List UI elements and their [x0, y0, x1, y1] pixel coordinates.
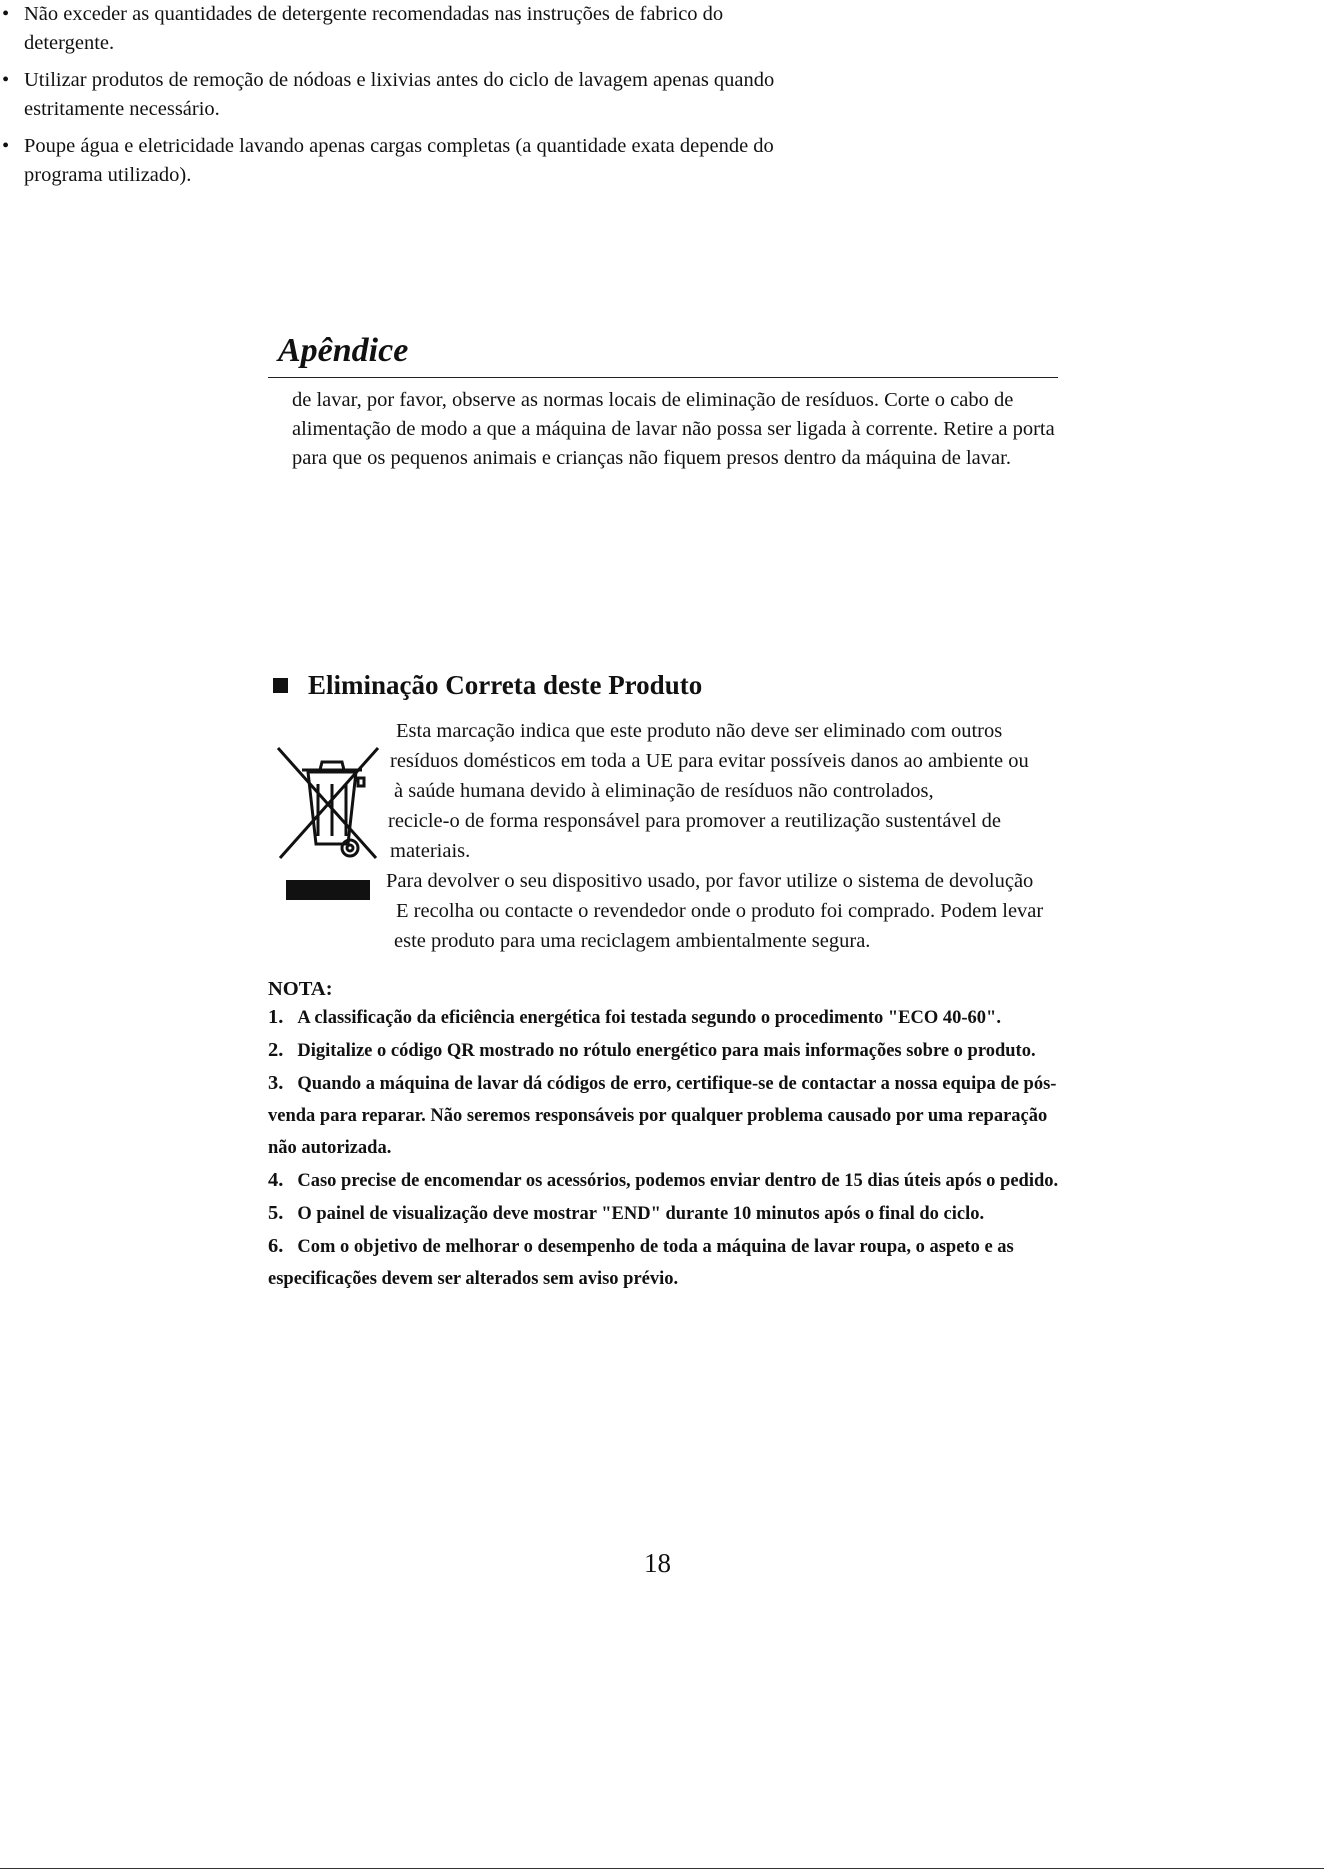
text-line: este produto para uma reciclagem ambientalmente segura.	[394, 930, 871, 952]
note-number: 1.	[268, 1006, 284, 1028]
text-line: resíduos domésticos em toda a UE para evitar possíveis danos ao ambiente ou	[390, 750, 1029, 772]
list-item-text: Poupe água e eletricidade lavando apenas cargas completas (a quantidade exata depende do programa utilizado).	[24, 135, 774, 186]
note-item	[268, 1230, 1068, 1295]
note-text: A classificação da eficiência energética foi testada segundo o procedimento "ECO 40-60".	[297, 1008, 1001, 1028]
note-number: 3.	[268, 1072, 284, 1094]
text-line: E recolha ou contacte o revendedor onde o produto foi comprado. Podem levar	[396, 900, 1044, 922]
bullet-list	[0, 0, 790, 190]
disposal-text	[386, 716, 1090, 956]
notes-list	[268, 1001, 1068, 1295]
square-bullet-icon	[273, 678, 288, 693]
note-number: 5.	[268, 1202, 284, 1224]
note-label: NOTA:	[268, 978, 333, 1000]
list-item-text: Não exceder as quantidades de detergente recomendadas nas instruções de fabrico do detergente.	[24, 3, 724, 54]
text-line: materiais.	[390, 840, 471, 862]
note-text: Quando a máquina de lavar dá códigos de erro, certifique-se de contactar a nossa equipa de pós-venda para reparar. Não seremos responsáveis por qualquer problema causado por uma reparação não autorizada.	[268, 1074, 1057, 1158]
list-item	[0, 0, 790, 58]
bottom-divider	[0, 1868, 1324, 1869]
text-line: Esta marcação indica que este produto não deve ser eliminado com outros	[396, 720, 1003, 742]
section-title: Eliminação Correta deste Produto	[308, 670, 703, 700]
note-item	[268, 1067, 1068, 1164]
note-item	[268, 1164, 1068, 1197]
note-text: Caso precise de encomendar os acessórios, podemos enviar dentro de 15 dias úteis após o pedido.	[297, 1171, 1059, 1191]
intro-paragraph: de lavar, por favor, observe as normas locais de eliminação de resíduos. Corte o cabo de alimentação de modo a que a máquina de lavar não possa ser ligada à corrente. Retire a porta para que os pequenos animais e crianças não fiquem presos dentro da máquina de lavar.	[292, 389, 1055, 469]
list-item	[0, 66, 790, 124]
note-item	[268, 1197, 1068, 1230]
bullet-icon: •	[2, 69, 10, 91]
text-line: à saúde humana devido à eliminação de resíduos não controlados,	[394, 780, 934, 802]
note-number: 4.	[268, 1169, 284, 1191]
text-line: recicle-o de forma responsável para promover a reutilização sustentável de	[388, 810, 1001, 832]
note-number: 2.	[268, 1039, 284, 1061]
section-heading	[270, 670, 702, 701]
note-text: Digitalize o código QR mostrado no rótulo energético para mais informações sobre o produto.	[297, 1041, 1036, 1061]
bullet-icon: •	[2, 135, 10, 157]
list-item	[0, 132, 790, 190]
note-item	[268, 1001, 1068, 1034]
bullet-icon: •	[2, 3, 10, 25]
crossed-bin-icon	[272, 744, 384, 864]
header-divider	[268, 377, 1058, 378]
list-item-text: Utilizar produtos de remoção de nódoas e lixivias antes do ciclo de lavagem apenas quando estritamente necessário.	[24, 69, 775, 120]
page-title: Apêndice	[278, 332, 409, 369]
page-number: 18	[644, 1548, 671, 1578]
note-item	[268, 1034, 1068, 1067]
note-text: Com o objetivo de melhorar o desempenho de toda a máquina de lavar roupa, o aspeto e as especificações devem ser alterados sem aviso prévio.	[268, 1237, 1014, 1289]
separate-collection-bar	[286, 880, 370, 900]
note-text: O painel de visualização deve mostrar "END" durante 10 minutos após o final do ciclo.	[297, 1204, 985, 1224]
text-line: Para devolver o seu dispositivo usado, por favor utilize o sistema de devolução	[386, 870, 1034, 892]
note-number: 6.	[268, 1235, 284, 1257]
